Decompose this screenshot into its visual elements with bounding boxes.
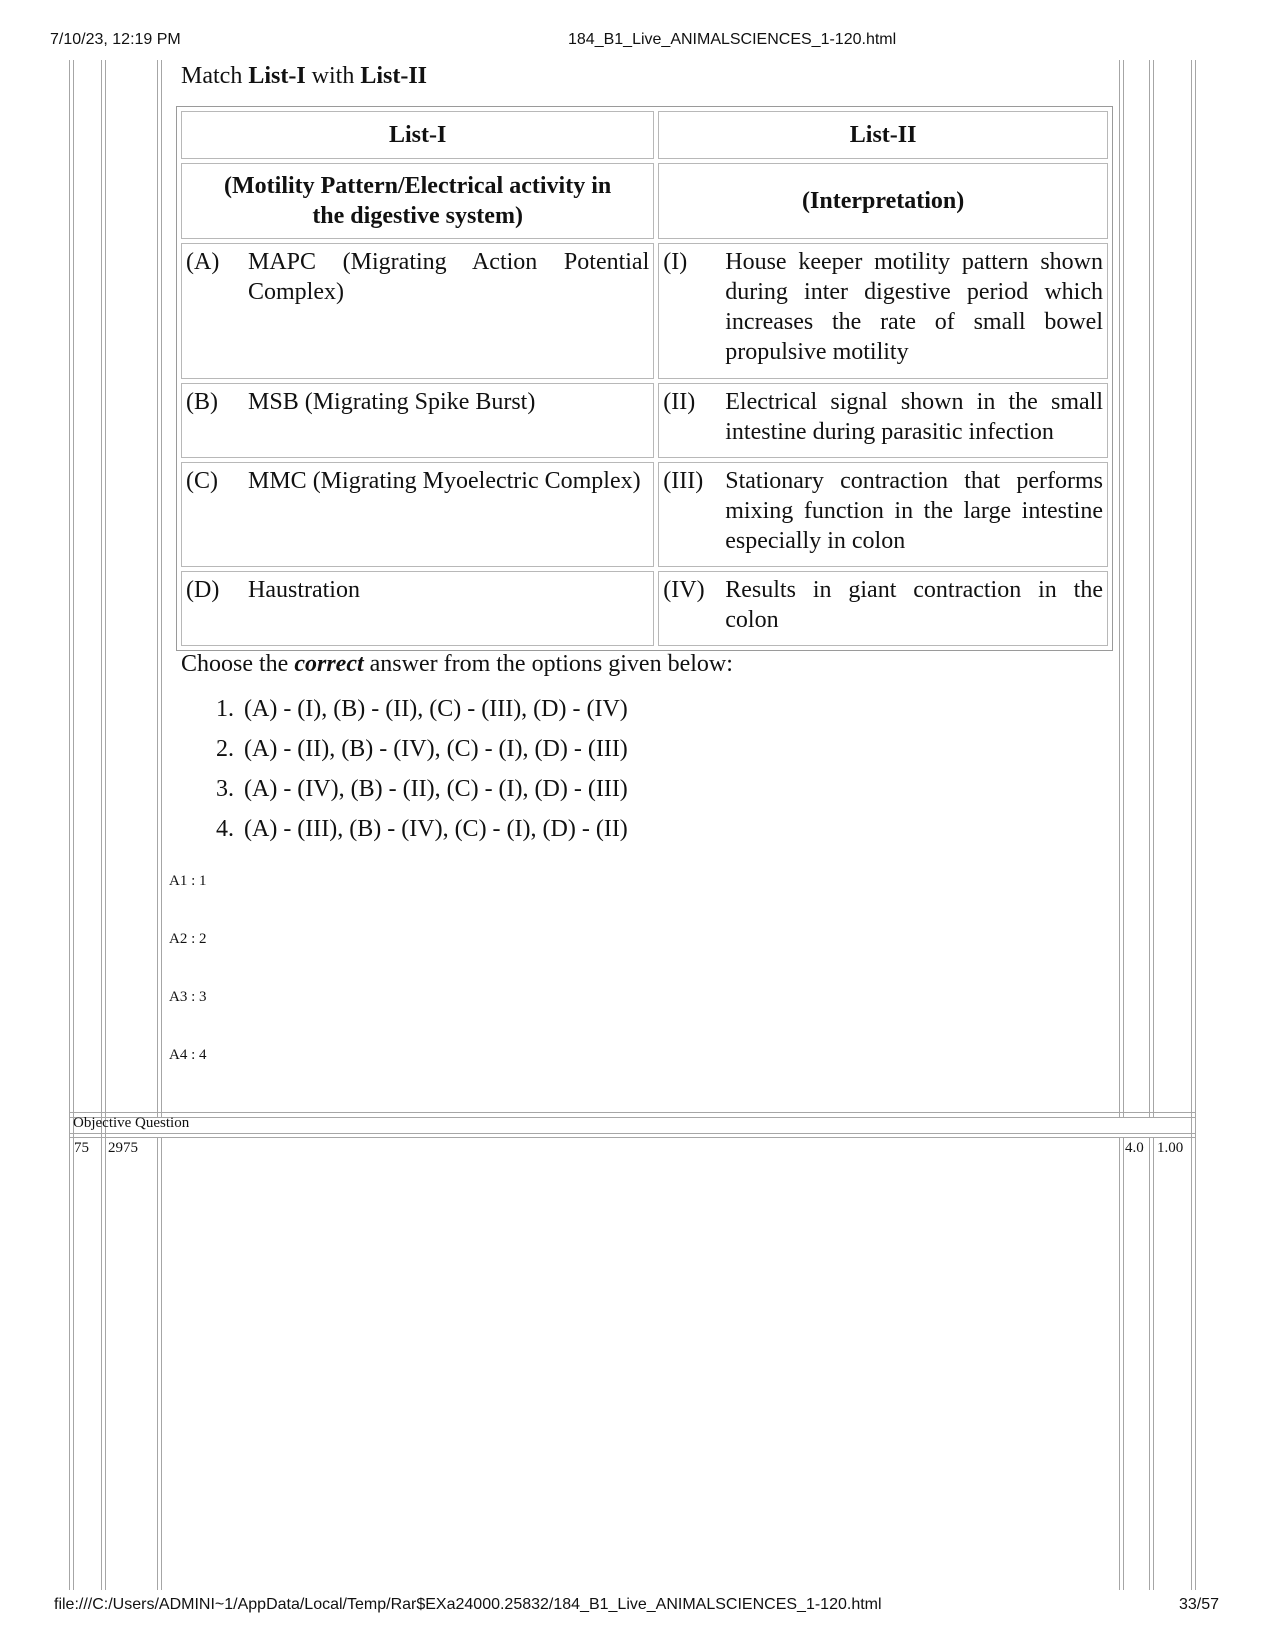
answer-key-4: A4 : 4 bbox=[169, 1047, 207, 1063]
row-label: (I) bbox=[663, 249, 688, 275]
table-row bbox=[181, 243, 1108, 379]
row-text: MMC (Migrating Myoelectric Complex) bbox=[248, 468, 641, 494]
option-item: 4. (A) - (III), (B) - (IV), (C) - (I), (D) - (II) bbox=[216, 816, 628, 842]
row-label: (B) bbox=[186, 389, 218, 415]
row-text: MSB (Migrating Spike Burst) bbox=[248, 389, 536, 415]
choose-instruction: Choose the correct answer from the options given below: bbox=[181, 651, 733, 677]
row-label: (IV) bbox=[663, 577, 705, 603]
row-text: Electrical signal shown in the small intestine during parasitic infection bbox=[725, 389, 1103, 445]
print-file-path: file:///C:/Users/ADMINI~1/AppData/Local/Temp/Rar$EXa24000.25832/184_B1_Live_ANIMALSCIENCES_1-120.html bbox=[54, 1596, 882, 1613]
page-number: 33/57 bbox=[1179, 1596, 1220, 1613]
question-id: 2975 bbox=[108, 1140, 138, 1156]
row-text: Haustration bbox=[248, 577, 360, 603]
row-label: (A) bbox=[186, 249, 220, 275]
match-table bbox=[176, 106, 1113, 651]
row-label: (II) bbox=[663, 389, 696, 415]
col1-subheader: (Motility Pattern/Electrical activity in the digestive system) bbox=[181, 163, 654, 239]
row-text: Results in giant contraction in the colon bbox=[725, 577, 1103, 633]
serial-number: 75 bbox=[74, 1140, 89, 1156]
answer-key-2: A2 : 2 bbox=[169, 931, 207, 947]
row-text: House keeper motility pattern shown during inter digestive period which increases the rate of small bowel propulsive motility bbox=[725, 249, 1103, 365]
option-item: 2. (A) - (II), (B) - (IV), (C) - (I), (D) - (III) bbox=[216, 736, 628, 762]
table-row bbox=[181, 571, 1108, 646]
question-intro: Match List-I with List-II bbox=[181, 63, 428, 89]
negative-marks: 1.00 bbox=[1157, 1140, 1184, 1156]
col2-subheader: (Interpretation) bbox=[658, 163, 1108, 239]
print-title: 184_B1_Live_ANIMALSCIENCES_1-120.html bbox=[568, 31, 897, 48]
marks: 4.0 bbox=[1125, 1140, 1144, 1156]
row-text: MAPC (Migrating Action Potential Complex) bbox=[248, 249, 650, 305]
option-item: 3. (A) - (IV), (B) - (II), (C) - (I), (D) - (III) bbox=[216, 776, 628, 802]
col1-header: List-I bbox=[181, 111, 654, 159]
row-label: (C) bbox=[186, 468, 218, 494]
answer-key-1: A1 : 1 bbox=[169, 873, 207, 889]
options-list bbox=[216, 689, 628, 849]
print-date: 7/10/23, 12:19 PM bbox=[50, 31, 181, 48]
option-item: 1. (A) - (I), (B) - (II), (C) - (III), (D) - (IV) bbox=[216, 696, 628, 722]
row-label: (D) bbox=[186, 577, 220, 603]
question-type: Objective Question bbox=[73, 1115, 190, 1131]
table-row bbox=[181, 383, 1108, 458]
table-row bbox=[181, 462, 1108, 567]
answer-key-3: A3 : 3 bbox=[169, 989, 207, 1005]
row-label: (III) bbox=[663, 468, 704, 494]
row-text: Stationary contraction that performs mixing function in the large intestine especially in colon bbox=[725, 468, 1103, 554]
col2-header: List-II bbox=[658, 111, 1108, 159]
